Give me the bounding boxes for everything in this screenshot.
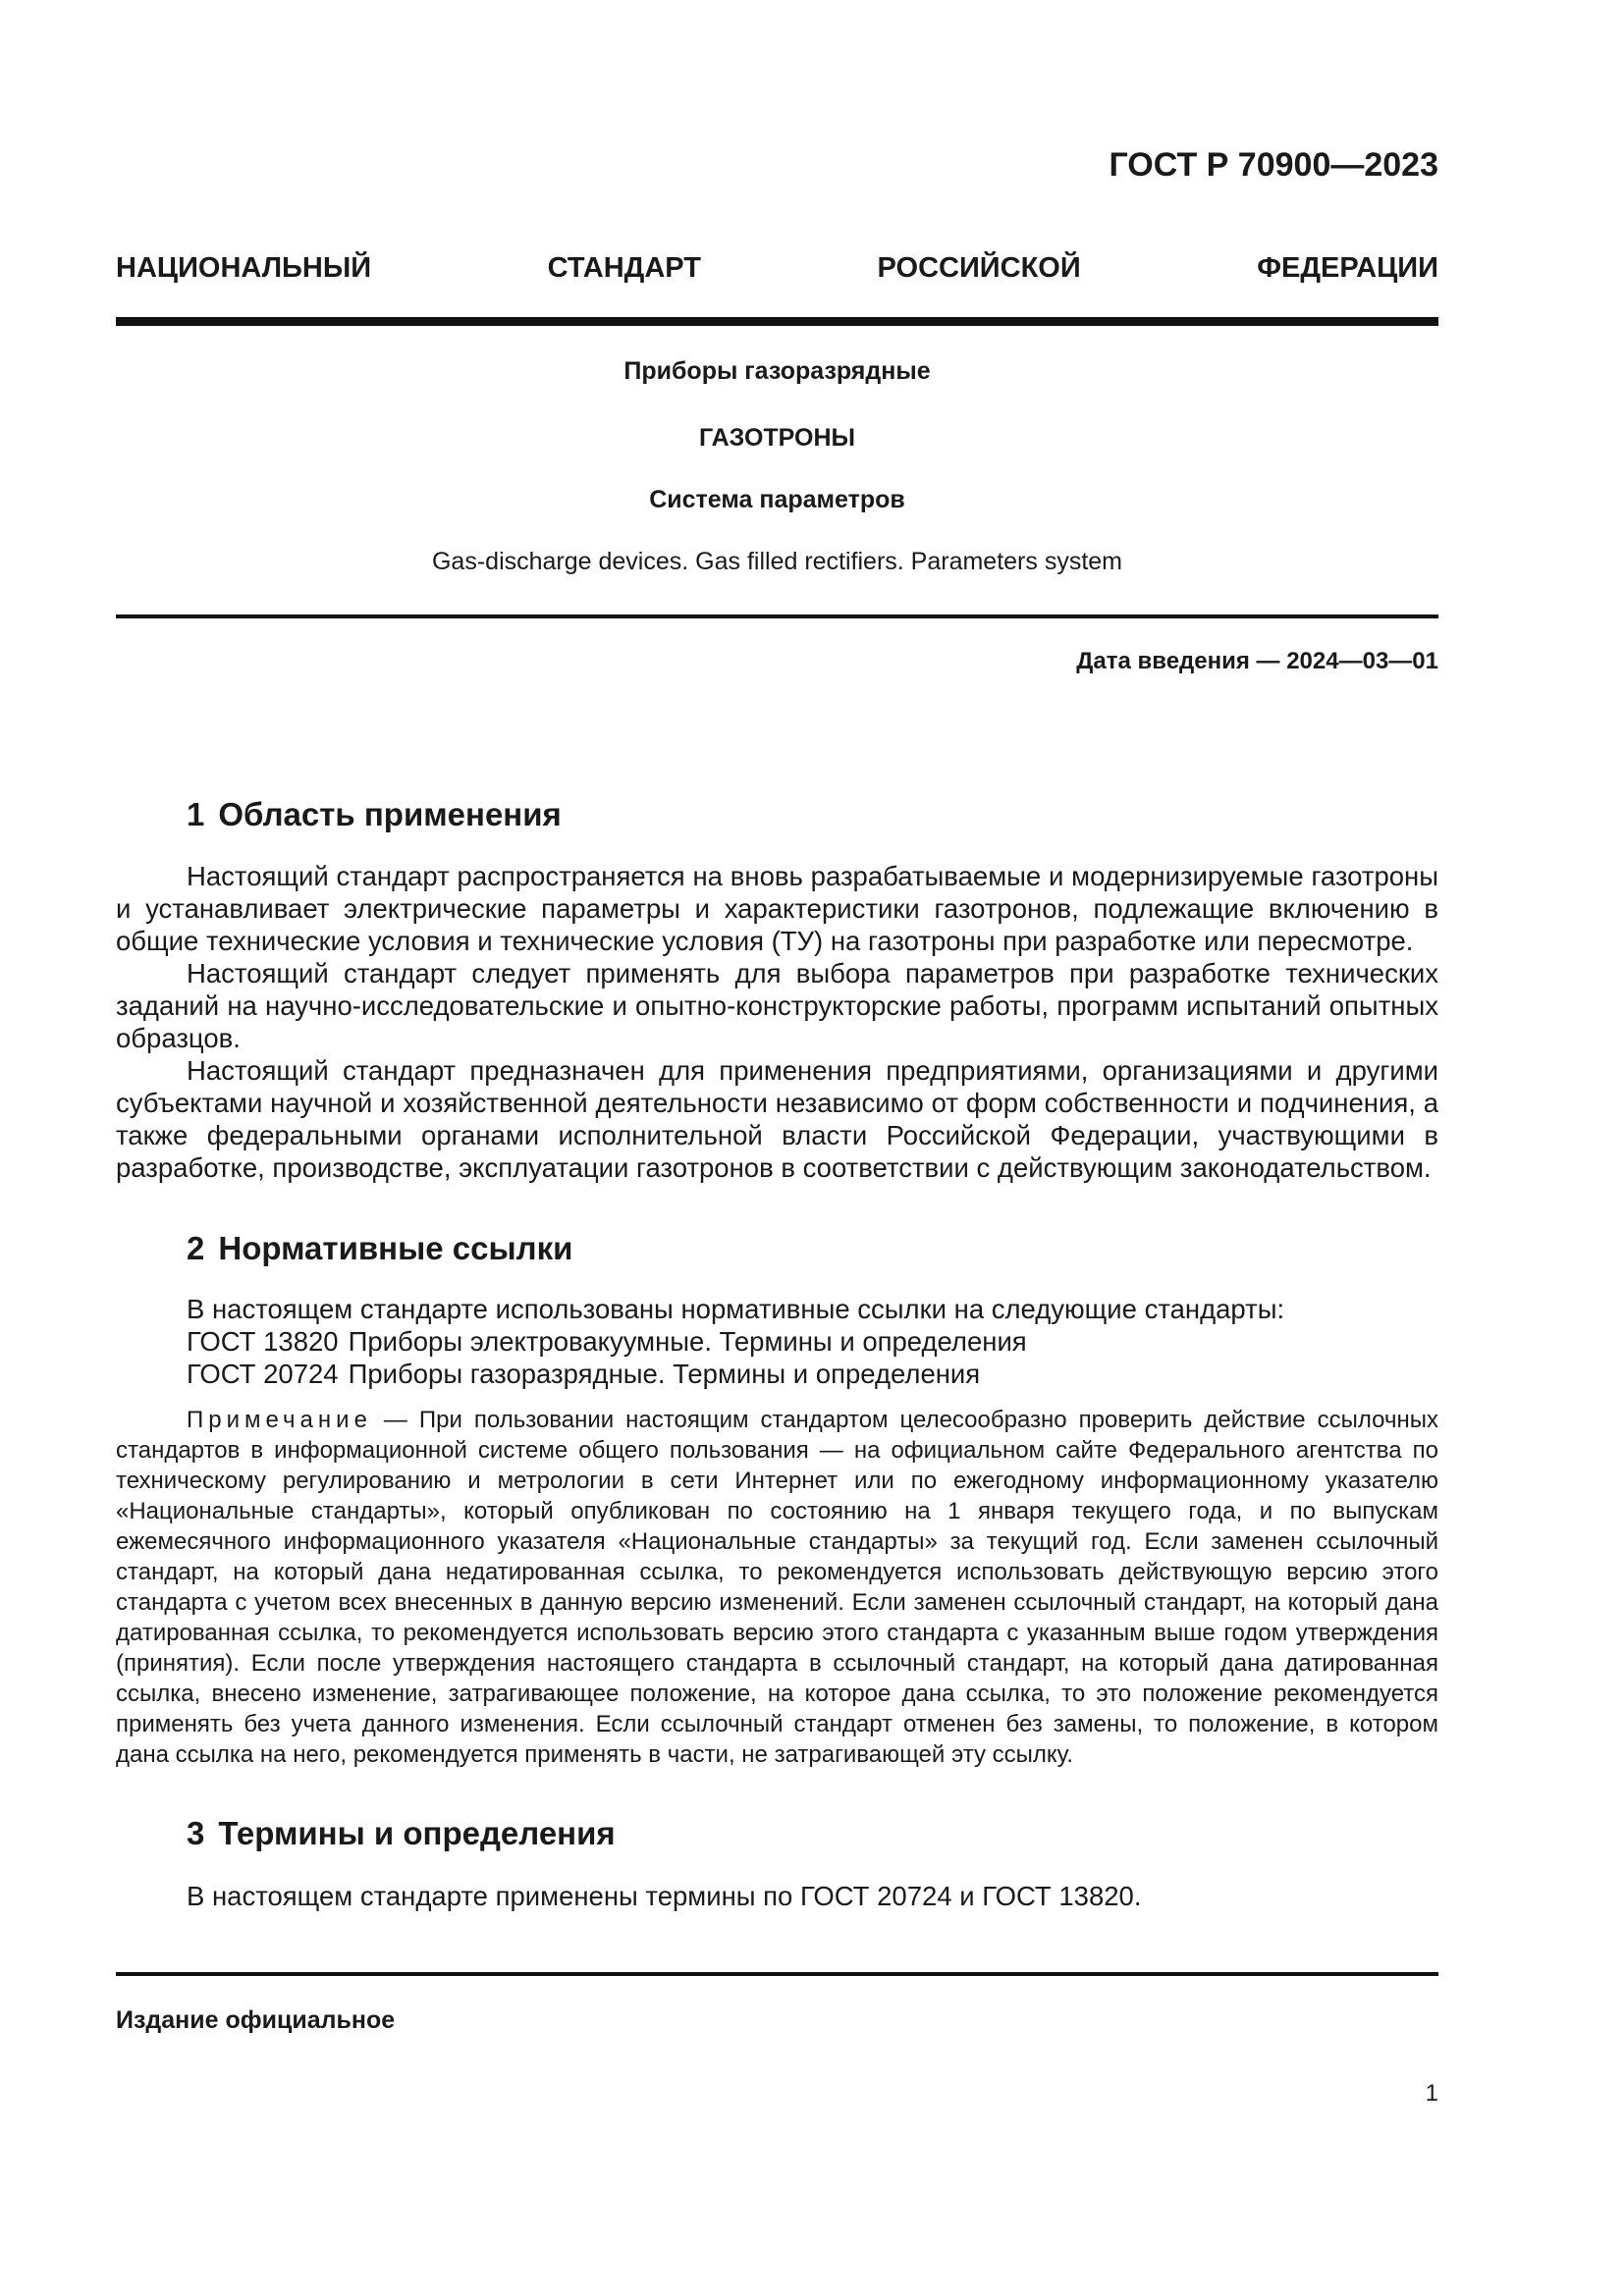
- section-title: Термины и определения: [218, 1815, 616, 1851]
- page-number: 1: [1425, 2080, 1438, 2107]
- section-2-heading: [187, 1229, 572, 1268]
- section-1-heading: [187, 795, 562, 834]
- note-label: Примечание: [187, 1407, 372, 1433]
- title-divider: [116, 614, 1438, 618]
- note-text: — При пользовании настоящим стандартом целесообразно проверить действие ссылочных стандартов в информационной системе общего пользования — на официальном сайте Федерального агентства по техническому регулированию и метрологии в сети Интернет или по ежегодному информационному указателю «Национальные стандарты», который опубликован по состоянию на 1 января текущего года, и по выпускам ежемесячного информационного указателя «Национальные стандарты» за текущий год. Если заменен ссылочный стандарт, на который дана недатированная ссылка, то рекомендуется использовать действующую версию этого стандарта с учетом всех внесенных в данную версию изменений. Если заменен ссылочный стандарт, на который дана датированная ссылка, то рекомендуется использовать версию этого стандарта с указанным выше годом утверждения (принятия). Если после утверждения настоящего стандарта в ссылочный стандарт, на который дана датированная ссылка, внесено изменение, затрагивающее положение, на которое дана ссылка, то это положение рекомендуется применять без учета данного изменения. Если ссылочный стандарт отменен без замены, то положение, в котором дана ссылка на него, рекомендуется применять в части, не затрагивающей эту ссылку.: [116, 1407, 1438, 1768]
- section-number: 3: [187, 1815, 205, 1851]
- paragraph: Настоящий стандарт распространяется на вновь разрабатываемые и модернизируемые газотроны и устанавливает электрические параметры и характеристики газотронов, подлежащие включению в общие технические условия и технические условия (ТУ) на газотроны при разработке или пересмотре.: [116, 861, 1438, 956]
- reference-code: ГОСТ 13820: [187, 1326, 339, 1357]
- section-number: 1: [187, 796, 205, 832]
- reference-code: ГОСТ 20724: [187, 1359, 339, 1389]
- section-1-body: [116, 860, 1438, 1184]
- title-line-2: ГАЗОТРОНЫ: [698, 424, 856, 452]
- references-list: [187, 1293, 1438, 1390]
- paragraph: Настоящий стандарт предназначен для применения предприятиями, организациями и другими субъектами научной и хозяйственной деятельности независимо от форм собственности и подчинения, а также федеральными органами исполнительной власти Российской Федерации, участвующими в разработке, производстве, эксплуатации газотронов в соответствии с действующим законодательством.: [116, 1055, 1438, 1183]
- reference-title: Приборы газоразрядные. Термины и определения: [348, 1359, 981, 1389]
- title-line-3: Система параметров: [649, 486, 905, 513]
- reference-item: [187, 1325, 1438, 1358]
- references-intro: В настоящем стандарте использованы нормативные ссылки на следующие стандарты:: [187, 1294, 1285, 1324]
- reference-title: Приборы электровакуумные. Термины и определения: [348, 1326, 1027, 1357]
- paragraph: В настоящем стандарте применены термины по ГОСТ 20724 и ГОСТ 13820.: [187, 1881, 1142, 1911]
- title-line-1: Приборы газоразрядные: [623, 357, 931, 385]
- section-title: Нормативные ссылки: [218, 1230, 573, 1266]
- section-3-body: [116, 1880, 1438, 1912]
- footer-divider: [116, 1972, 1438, 1976]
- national-standard-heading: НАЦИОНАЛЬНЫЙ СТАНДАРТ РОССИЙСКОЙ ФЕДЕРАЦИИ: [116, 252, 1438, 284]
- section-title: Область применения: [218, 796, 562, 832]
- reference-item: [187, 1358, 1438, 1390]
- paragraph: Настоящий стандарт следует применять для выбора параметров при разработке технических заданий на научно-исследовательские и опытно-конструкторские работы, программ испытаний опытных образцов.: [116, 958, 1438, 1053]
- standard-code: ГОСТ Р 70900—2023: [1109, 146, 1438, 184]
- title-english: Gas-discharge devices. Gas filled rectifiers. Parameters system: [431, 548, 1122, 575]
- section-3-heading: [187, 1814, 616, 1853]
- section-2-note: [116, 1405, 1438, 1770]
- header-divider: [116, 317, 1438, 326]
- section-number: 2: [187, 1230, 205, 1266]
- edition-label: Издание официальное: [116, 2006, 396, 2034]
- introduction-date: Дата введения — 2024—03—01: [1076, 648, 1438, 674]
